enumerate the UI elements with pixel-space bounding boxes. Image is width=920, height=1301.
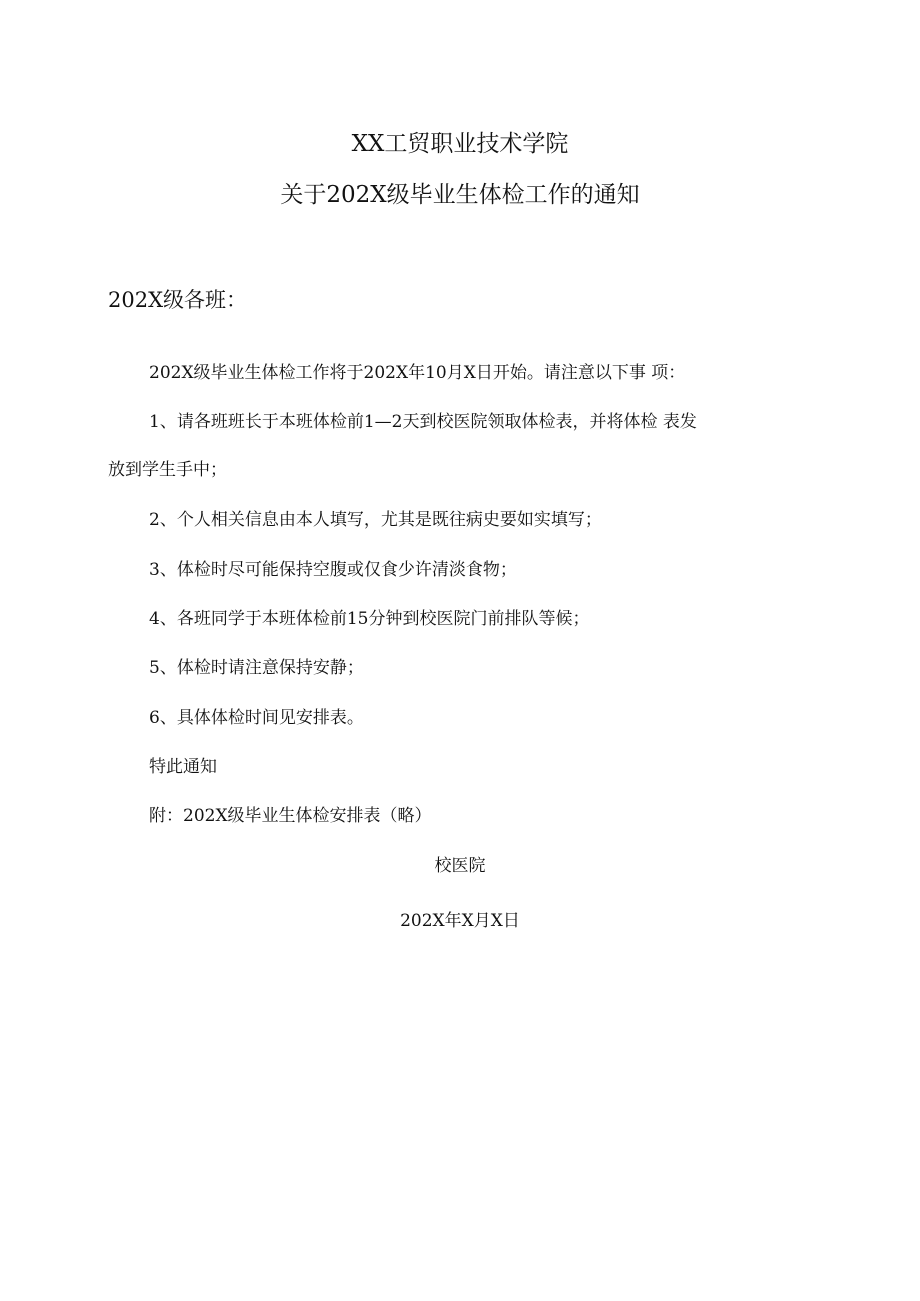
item-5: 5、体检时请注意保持安静； [149, 658, 364, 678]
item-2: 2、个人相关信息由本人填写，尤其是既往病史要如实填写； [149, 510, 602, 530]
closing-line: 特此通知 [149, 757, 217, 777]
item-1-line-1: 1、请各班班长于本班体检前1—2天到校医院领取体检表，并将体检 表发 [149, 412, 697, 432]
attachment-line: 附：202X级毕业生体检安排表（略） [149, 806, 432, 826]
item-1-line-2: 放到学生手中； [108, 460, 227, 480]
document-title-school: XX工贸职业技术学院 [351, 131, 569, 157]
item-4: 4、各班同学于本班体检前15分钟到校医院门前排队等候； [149, 609, 590, 629]
item-3: 3、体检时尽可能保持空腹或仅食少许清淡食物； [149, 560, 517, 580]
item-6: 6、具体体检时间见安排表。 [149, 708, 364, 728]
issuer-signature: 校医院 [434, 856, 486, 876]
issue-date: 202X年X月X日 [400, 911, 520, 931]
intro-paragraph: 202X级毕业生体检工作将于202X年10月X日开始。请注意以下事 项： [149, 363, 686, 383]
salutation: 202X级各班： [108, 288, 248, 312]
document-title-notice: 关于202X级毕业生体检工作的通知 [280, 182, 640, 208]
